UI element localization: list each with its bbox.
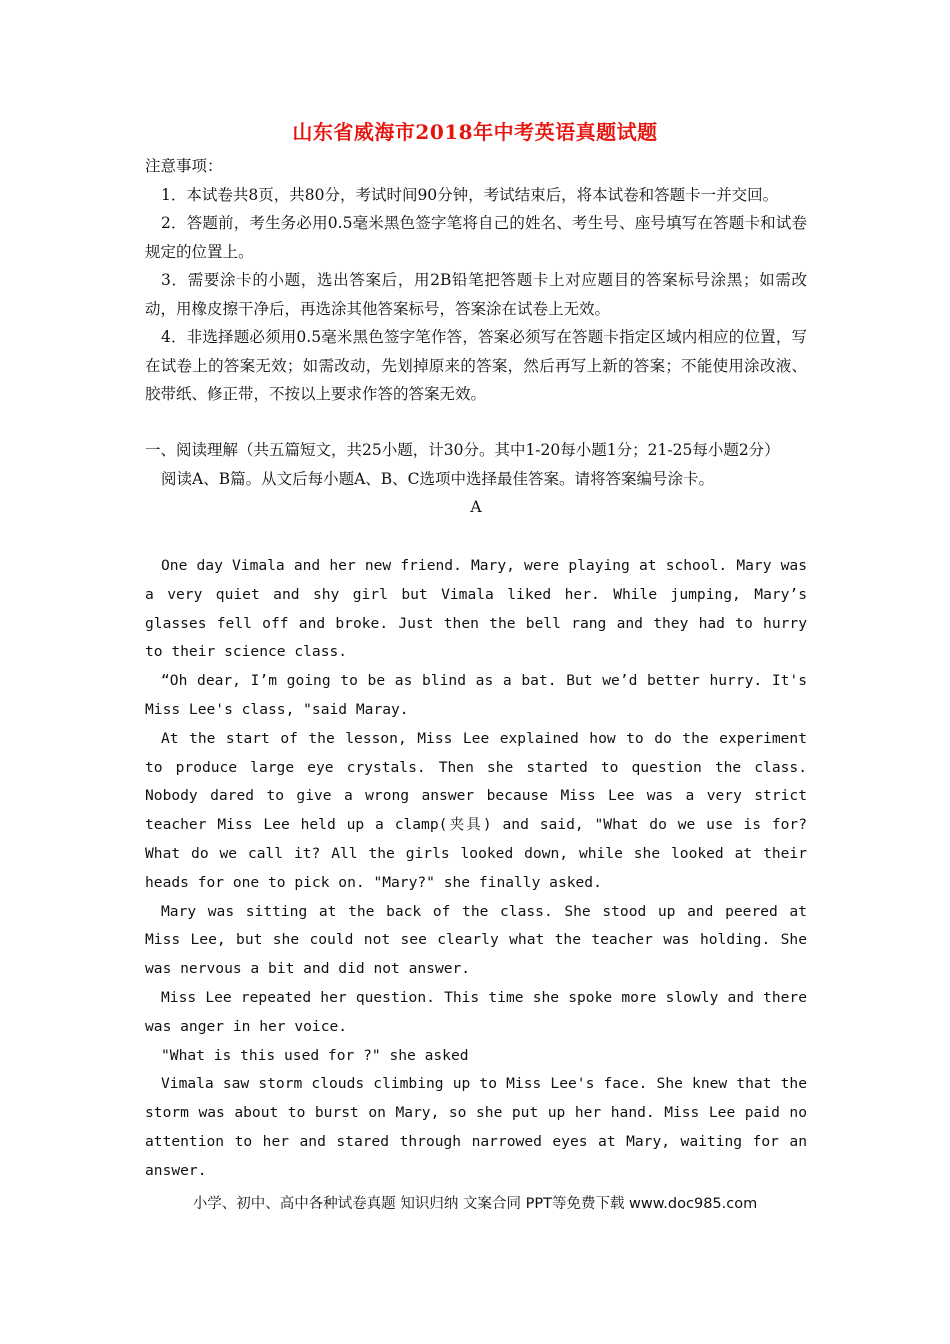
page-title: 山东省威海市2018年中考英语真题试题 [292,120,658,144]
notice-item-2: 2．答题前，考生务必用0.5毫米黑色签字笔将自己的姓名、考生号、座号填写在答题卡和试卷规定的位置上。 [145,214,807,261]
passage-paragraph: “Oh dear, I’m going to be as blind as a bat. But we’d better hurry. It's Miss Lee's class, "said Maray. [145,672,807,718]
notice-section [145,152,807,409]
passage-paragraph: One day Vimala and her new friend. Mary, were playing at school. Mary was a very quiet and shy girl but Vimala liked her. While jumping, Mary’s glasses fell off and broke. Just then the bell rang and they had to hurry to their science class. [145,557,807,661]
passage-label: A [470,498,482,516]
section-heading: 一、阅读理解（共五篇短文，共25小题，计30分。其中1-20每小题1分；21-25每小题2分） [145,441,780,459]
passage-paragraph: At the start of the lesson, Miss Lee explained how to do the experiment to produce large eye crystals. Then she started to question the class. Nobody dared to give a wrong answer because Miss Lee was a very strict teacher Miss Lee held up a clamp(夹具) and said, "What do we use is for? What do we call it? All the girls looked down, while she looked at their heads for one to pick on. "Mary?" she finally asked. [145,729,807,891]
notice-heading: 注意事项： [145,157,223,175]
passage-paragraph: "What is this used for ?" she asked [161,1046,469,1064]
passage-paragraph: Vimala saw storm clouds climbing up to Miss Lee's face. She knew that the storm was about to burst on Mary, so she put up her hand. Miss Lee paid no attention to her and stared through narrowed eyes at Mary, waiting for an answer. [145,1075,807,1179]
section-instruction: 阅读A、B篇。从文后每小题A、B、C选项中选择最佳答案。请将答案编号涂卡。 [161,469,715,488]
passage-paragraph: Miss Lee repeated her question. This time she spoke more slowly and there was anger in her voice. [145,988,807,1035]
notice-item-4: 4．非选择题必须用0.5毫米黑色签字笔作答，答案必须写在答题卡指定区域内相应的位置，写在试卷上的答案无效；如需改动，先划掉原来的答案，然后再写上新的答案；不能使用涂改液、胶带纸、修正带，不按以上要求作答的答案无效。 [145,328,807,403]
notice-item-1: 1．本试卷共8页，共80分，考试时间90分钟，考试结束后，将本试卷和答题卡一并交回。 [161,185,779,204]
passage-a [145,552,807,1186]
passage-paragraph: Mary was sitting at the back of the class. She stood up and peered at Miss Lee, but she could not see clearly what the teacher was holding. She was nervous a bit and did not answer. [145,902,807,978]
notice-item-3: 3．需要涂卡的小题，选出答案后，用2B铅笔把答题卡上对应题目的答案标号涂黑；如需改动，用橡皮擦干净后，再选涂其他答案标号，答案涂在试卷上无效。 [145,271,807,318]
reading-section [145,436,807,522]
page-footer: 小学、初中、高中各种试卷真题 知识归纳 文案合同 PPT等免费下载 www.doc985.com [192,1196,758,1212]
